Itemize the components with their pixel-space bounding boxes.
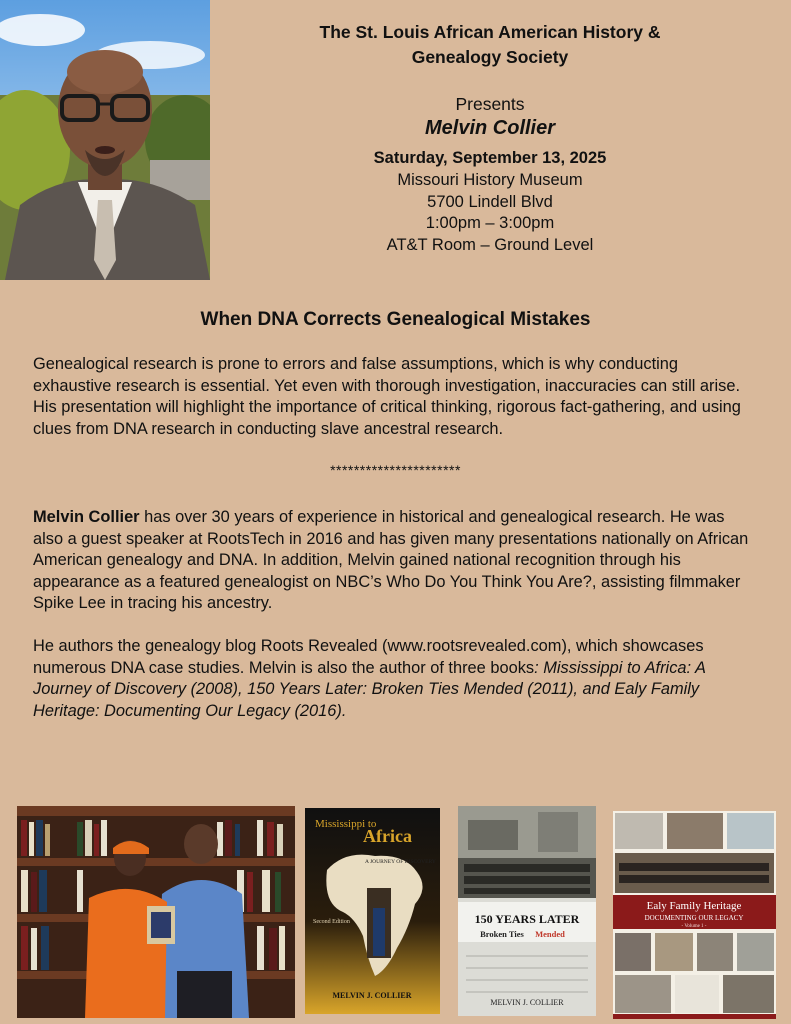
presents-label: Presents	[455, 94, 525, 114]
bio-text: has over 30 years of experience in historical and genealogical research. He was also a guest speaker at RootsTech in 2016 and has given many presentations nationally on African American genealogy and DNA. In addition, Melvin gained national recognition through his appearance as a featured genealogist on NBC’s Who Do You Think You Are?, assisting filmmaker Spike Lee in tracing his ancestry.	[33, 508, 749, 612]
divider: **********************	[330, 462, 461, 478]
book1-title-b: Africa	[363, 826, 412, 846]
book-ealy-family-heritage	[613, 811, 776, 1019]
books-text: He authors the genealogy blog Roots Revealed (www.rootsrevealed.com), which showcases numerous DNA case studies. Melvin is also the author of three books	[33, 637, 704, 677]
event-time: 1:00pm – 3:00pm	[425, 214, 555, 232]
org-line-1: The St. Louis African American History &	[319, 22, 661, 42]
book-mississippi-to-africa	[305, 808, 440, 1014]
book1-title-a: Mississippi to	[315, 818, 377, 830]
photo-with-spike-lee	[17, 806, 295, 1018]
org-line-2: Genealogy Society	[411, 47, 569, 67]
event-header	[230, 20, 750, 256]
event-address: 5700 Lindell Blvd	[427, 192, 553, 211]
book3-subtitle: DOCUMENTING OUR LEGACY	[644, 914, 744, 922]
book3-volume: - Volume 1 -	[681, 924, 707, 929]
event-room: AT&T Room – Ground Level	[386, 235, 594, 254]
book2-sub-b: Mended	[535, 929, 565, 939]
abstract-paragraph: Genealogical research is prone to errors and false assumptions, which is why conducting exhaustive research is essential. Yet even with thorough investigation, inaccuracies can still arise. His presentation will highlight the importance of critical thinking, rigorous fact-gathering, and using clues from DNA research in conducting slave ancestral research.	[33, 355, 741, 438]
book1-edition: Second Edition	[313, 919, 350, 925]
event-venue: Missouri History Museum	[397, 171, 583, 189]
book3-title: Ealy Family Heritage	[646, 900, 742, 912]
books-titles: : Mississippi to Africa: A Journey of Discovery (2008), 150 Years Later: Broken Ties Mended (2011), and Ealy Family Heritage: Documenting Our Legacy (2016).	[33, 658, 706, 720]
book1-subtitle: A JOURNEY OF DISCOVERY	[365, 859, 436, 865]
speaker-name: Melvin Collier	[424, 117, 556, 139]
bio-name: Melvin Collier	[33, 508, 140, 526]
speaker-portrait	[0, 0, 210, 280]
book-150-years-later	[458, 806, 596, 1016]
book1-author: MELVIN J. COLLIER	[332, 991, 412, 1000]
book2-title: 150 YEARS LATER	[474, 912, 580, 926]
books-paragraph	[33, 636, 758, 722]
organization-name	[230, 20, 750, 70]
book2-author: MELVIN J. COLLIER	[490, 998, 564, 1007]
bio-paragraph	[33, 507, 758, 615]
book2-sub-a: Broken Ties	[480, 929, 524, 939]
event-date: Saturday, September 13, 2025	[373, 149, 607, 167]
talk-title: When DNA Corrects Genealogical Mistakes	[200, 309, 591, 330]
